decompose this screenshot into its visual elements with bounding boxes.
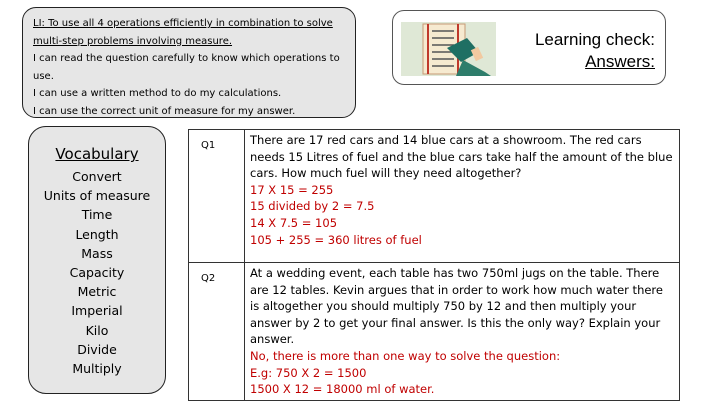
vocabulary-item: Length [75, 226, 119, 242]
learning-check-heading: Learning check: [534, 30, 655, 49]
question-text: There are 17 red cars and 14 blue cars at a showroom. The red cars needs 15 Litres of fuel and the blue cars take half the amount of the blue cars. How much fuel will they need altogether? [250, 133, 673, 181]
objective-item: I can read the question carefully to know which operations to use. [33, 53, 340, 82]
vocabulary-item: Convert [72, 169, 122, 184]
vocabulary-title: Vocabulary [55, 145, 139, 163]
vocabulary-box [28, 126, 166, 394]
learning-objectives-box [22, 7, 356, 118]
answer-line: E.g: 750 X 2 = 1500 [250, 365, 367, 380]
learning-intention-title: LI: To use all 4 operations efficiently in combination to solve multi-step problems involving measure. [33, 18, 333, 47]
vocabulary-item: Imperial [71, 303, 123, 319]
question-row [189, 130, 680, 263]
answer-line: 14 X 7.5 = 105 [250, 215, 338, 230]
question-cell [245, 263, 680, 401]
vocabulary-item: Divide [77, 341, 117, 357]
answers-heading: Answers: [585, 52, 655, 71]
answer-line: No, there is more than one way to solve the question: [250, 348, 561, 363]
vocabulary-item: Kilo [85, 322, 109, 338]
question-text: At a wedding event, each table has two 750ml jugs on the table. There are 12 tables. Kevin argues that in order to work how much water there is altogether you should multiply 750 by 12 and then multiply your answer by 2 to get your final answer. Is this the only way? Explain your answer. [250, 266, 663, 347]
vocabulary-item: Time [81, 207, 113, 223]
vocabulary-item: Mass [81, 245, 113, 261]
answer-line: 105 + 255 = 360 litres of fuel [250, 232, 422, 247]
answer-line: 1500 X 12 = 18000 ml of water. [250, 382, 435, 397]
vocabulary-item: Metric [77, 284, 117, 300]
objective-item: I can use a written method to do my calculations. [33, 88, 282, 99]
learning-check-title [535, 29, 655, 73]
answer-line: 17 X 15 = 255 [250, 182, 334, 197]
person-reading-book-icon [401, 22, 496, 76]
vocabulary-item: Multiply [72, 361, 122, 377]
question-number: Q1 [189, 130, 245, 263]
objective-item: I can use the correct unit of measure for my answer. [33, 105, 296, 117]
vocabulary-item: Units of measure [43, 188, 151, 204]
answer-line: 15 divided by 2 = 7.5 [250, 199, 375, 214]
learning-check-box [392, 10, 666, 85]
question-number: Q2 [189, 263, 245, 401]
question-cell [245, 130, 680, 263]
questions-table [188, 129, 680, 401]
vocabulary-item: Capacity [69, 265, 125, 281]
question-row [189, 263, 680, 401]
